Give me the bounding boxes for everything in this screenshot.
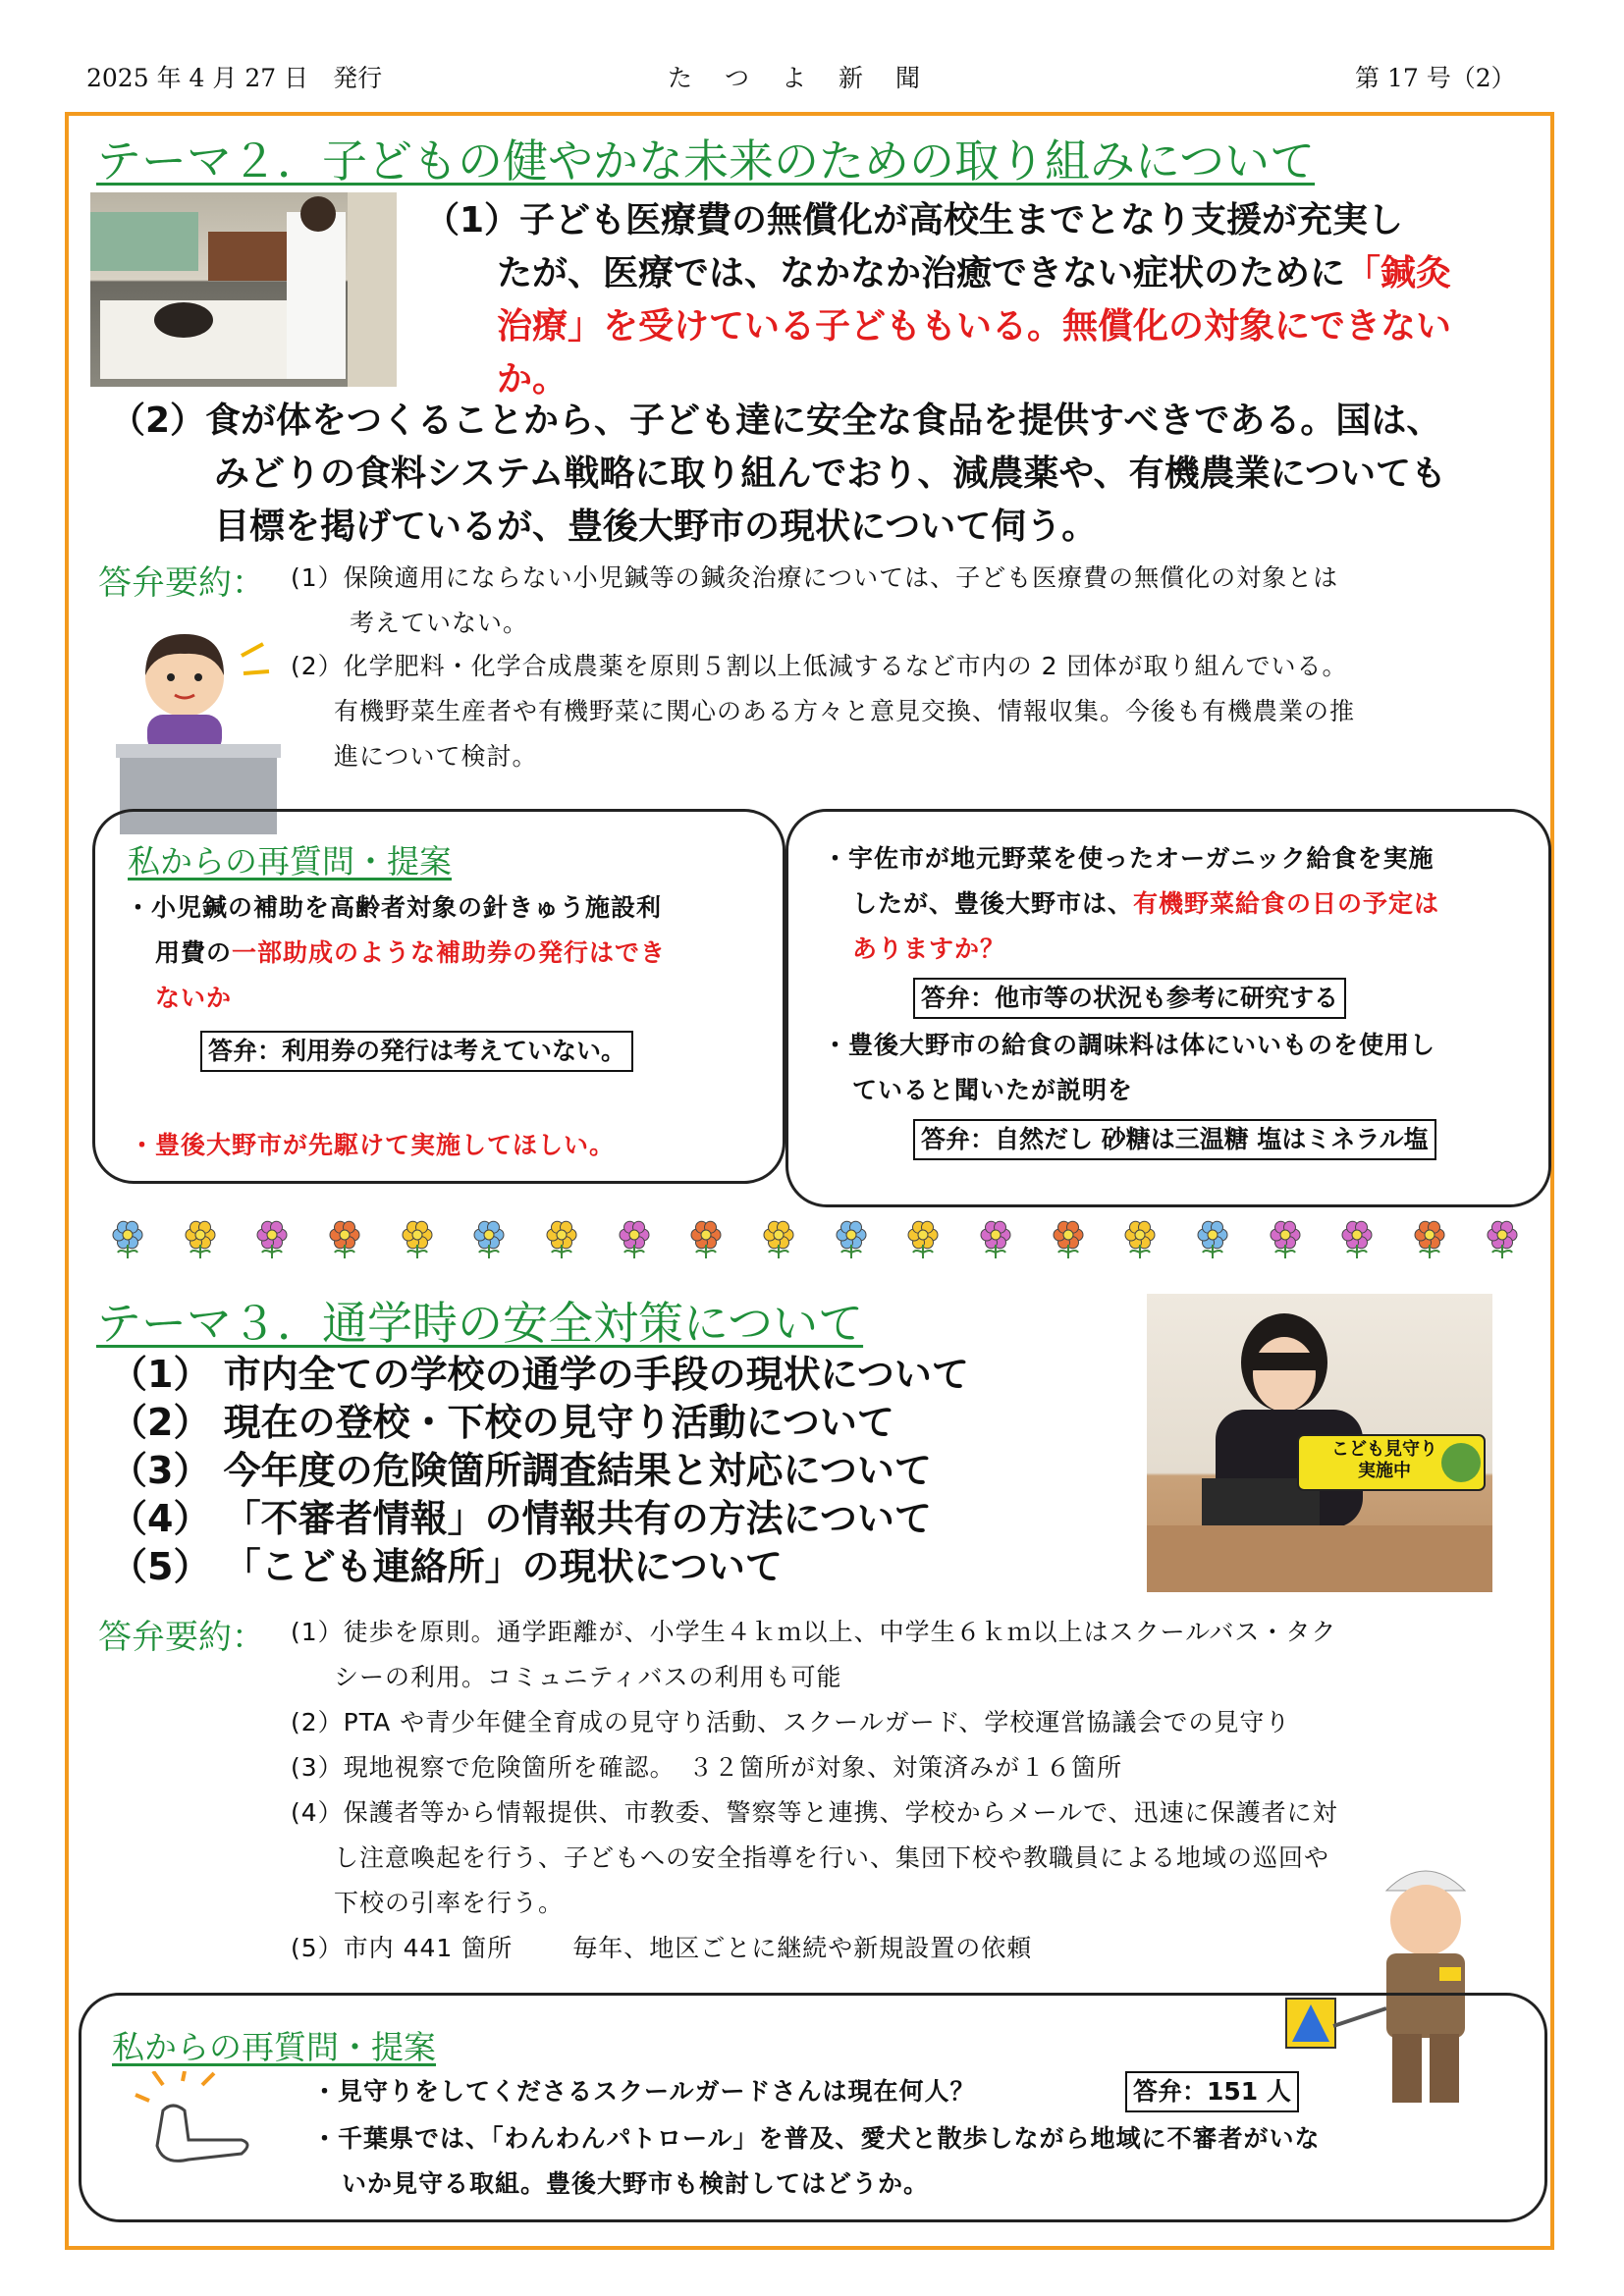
right-box-item1-line3: ありますか？ bbox=[852, 934, 1006, 963]
flower-icon bbox=[325, 1219, 364, 1258]
flower-icon bbox=[108, 1219, 147, 1258]
theme2-answer-label: 答弁要約： bbox=[98, 563, 265, 603]
flower-icon bbox=[181, 1219, 220, 1258]
right-box-item1-line2-emphasis: 有機野菜給食の日の予定は bbox=[1133, 889, 1440, 918]
theme2-q2-line1: （2）食が体をつくることから、子ども達に安全な食品を提供すべきである。国は、 bbox=[110, 400, 1442, 441]
theme2-answer2-line3: 進について検討。 bbox=[334, 742, 538, 771]
theme2-answer2-line1: (2）化学肥料・化学合成農薬を原則５割以上低減するなど市内の 2 団体が取り組んでいる。 bbox=[291, 652, 1348, 680]
theme3-answer1-line1: (1）徒歩を原則。通学距離が、小学生４ｋｍ以上、中学生６ｋｍ以上はスクールバス・タク bbox=[291, 1618, 1337, 1646]
theme3-q5: （5） 「こども連絡所」の現状について bbox=[110, 1545, 783, 1588]
pointing-hand-icon bbox=[134, 2071, 261, 2179]
theme3-answer4-line2: し注意喚起を行う、子どもへの安全指導を行い、集団下校や教職員による地域の巡回や bbox=[334, 1843, 1330, 1872]
right-box-item1-line1: ・宇佐市が地元野菜を使ったオーガニック給食を実施 bbox=[823, 844, 1435, 873]
right-box-item1-line2: したが、豊後大野市は、 bbox=[852, 889, 1134, 918]
flower-icon bbox=[976, 1219, 1015, 1258]
left-box-item1-line1: ・小児鍼の補助を高齢者対象の針きゅう施設利 bbox=[126, 893, 663, 922]
theme3-answer5: (5）市内 441 箇所 毎年、地区ごとに継続や新規設置の依頼 bbox=[291, 1934, 1033, 1962]
theme2-title: テーマ２．子どもの健やかな未来のための取り組みについて bbox=[96, 134, 1316, 187]
issue-number: 第 17 号（2） bbox=[1355, 64, 1516, 92]
theme3-answer4-line1: (4）保護者等から情報提供、市教委、警察等と連携、学校からメールで、迅速に保護者に対 bbox=[291, 1798, 1338, 1827]
flower-icon bbox=[1410, 1219, 1449, 1258]
theme2-q1-line3: 治療」を受けている子どももいる。無償化の対象にできない bbox=[497, 306, 1452, 347]
flower-icon bbox=[1337, 1219, 1377, 1258]
official-illustration bbox=[116, 616, 283, 834]
left-box-item1-line2-emphasis: 一部助成のような補助券の発行はでき bbox=[232, 938, 667, 967]
theme2-q1-line2: たが、医療では、なかなか治癒できない症状のために bbox=[497, 253, 1346, 294]
theme3-box-item1: ・見守りをしてくださるスクールガードさんは現在何人？ bbox=[312, 2077, 976, 2106]
assembly-photo-sign: こども見守り 実施中 bbox=[1331, 1439, 1437, 1481]
theme2-answer1-line1: (1）保険適用にならない小児鍼等の鍼灸治療については、子ども医療費の無償化の対象とは bbox=[291, 563, 1339, 592]
theme3-answer3: (3）現地視察で危険箇所を確認。 ３２箇所が対象、対策済みが１６箇所 bbox=[291, 1753, 1123, 1782]
flower-icon bbox=[1266, 1219, 1305, 1258]
flower-icon bbox=[252, 1219, 292, 1258]
flower-divider bbox=[108, 1219, 1522, 1268]
theme3-answer4-line3: 下校の引率を行う。 bbox=[334, 1889, 565, 1917]
theme3-answer-label: 答弁要約： bbox=[98, 1618, 265, 1657]
theme2-q1-line4: か。 bbox=[497, 359, 568, 400]
left-box-item2: ・豊後大野市が先駆けて実施してほしい。 bbox=[130, 1131, 616, 1159]
flower-icon bbox=[903, 1219, 943, 1258]
theme2-answer1-line2: 考えていない。 bbox=[350, 609, 529, 637]
right-box-item2-line1: ・豊後大野市の給食の調味料は体にいいものを使用し bbox=[823, 1031, 1436, 1059]
flower-icon bbox=[1193, 1219, 1232, 1258]
theme3-q1: （1） 市内全ての学校の通学の手段の現状について bbox=[110, 1353, 969, 1396]
theme3-answer2: (2）PTA や青少年健全育成の見守り活動、スクールガード、学校運営協議会での見守り bbox=[291, 1708, 1291, 1736]
flower-icon bbox=[469, 1219, 509, 1258]
assembly-photo bbox=[1147, 1294, 1492, 1592]
flower-icon bbox=[759, 1219, 798, 1258]
left-box-item1-line3: ないか bbox=[155, 984, 233, 1012]
theme3-q4: （4） 「不審者情報」の情報共有の方法について bbox=[110, 1497, 932, 1540]
theme3-box-item2-line1: ・千葉県では、「わんわんパトロール」を普及、愛犬と散歩しながら地域に不審者がいな bbox=[312, 2124, 1321, 2153]
flower-icon bbox=[1120, 1219, 1160, 1258]
flower-icon bbox=[1049, 1219, 1088, 1258]
left-box-reply: 答弁：利用券の発行は考えていない。 bbox=[200, 1031, 633, 1072]
flower-icon bbox=[1483, 1219, 1522, 1258]
flower-icon bbox=[398, 1219, 437, 1258]
theme2-q1-line1: （1）子ども医療費の無償化が高校生までとなり支援が充実し bbox=[424, 200, 1404, 240]
theme2-q1-line2-emphasis: 「鍼灸 bbox=[1345, 253, 1452, 294]
left-box-item1-line2: 用費の bbox=[155, 938, 233, 967]
flower-icon bbox=[686, 1219, 726, 1258]
acupuncture-photo bbox=[90, 192, 397, 387]
newspaper-name: た つ よ 新 聞 bbox=[668, 64, 925, 92]
flower-icon bbox=[542, 1219, 581, 1258]
theme2-followup-title: 私からの再質問・提案 bbox=[128, 842, 452, 881]
theme2-q2-line3: 目標を掲げているが、豊後大野市の現状について伺う。 bbox=[214, 507, 1098, 547]
theme3-box-item2-line2: いか見守る取組。豊後大野市も検討してはどうか。 bbox=[342, 2169, 930, 2198]
right-box-item2-line2: ていると聞いたが説明を bbox=[852, 1076, 1134, 1104]
theme3-title: テーマ３．通学時の安全対策について bbox=[96, 1297, 864, 1350]
right-box-reply1: 答弁：他市等の状況も参考に研究する bbox=[913, 978, 1346, 1019]
flower-icon bbox=[615, 1219, 654, 1258]
theme2-answer2-line2: 有機野菜生産者や有機野菜に関心のある方々と意見交換、情報収集。今後も有機農業の推 bbox=[334, 697, 1356, 725]
theme3-followup-title: 私からの再質問・提案 bbox=[112, 2028, 436, 2066]
flower-icon bbox=[832, 1219, 871, 1258]
theme3-q3: （3） 今年度の危険箇所調査結果と対応について bbox=[110, 1449, 932, 1492]
theme3-box-reply: 答弁：151 人 bbox=[1125, 2071, 1299, 2112]
theme2-q2-line2: みどりの食料システム戦略に取り組んでおり、減農薬や、有機農業についても bbox=[214, 454, 1446, 494]
issue-date: 2025 年 4 月 27 日 発行 bbox=[86, 64, 383, 92]
theme3-answer1-line2: シーの利用。コミュニティバスの利用も可能 bbox=[334, 1663, 842, 1691]
right-box-reply2: 答弁：自然だし 砂糖は三温糖 塩はミネラル塩 bbox=[913, 1119, 1436, 1160]
theme3-q2: （2） 現在の登校・下校の見守り活動について bbox=[110, 1401, 894, 1444]
